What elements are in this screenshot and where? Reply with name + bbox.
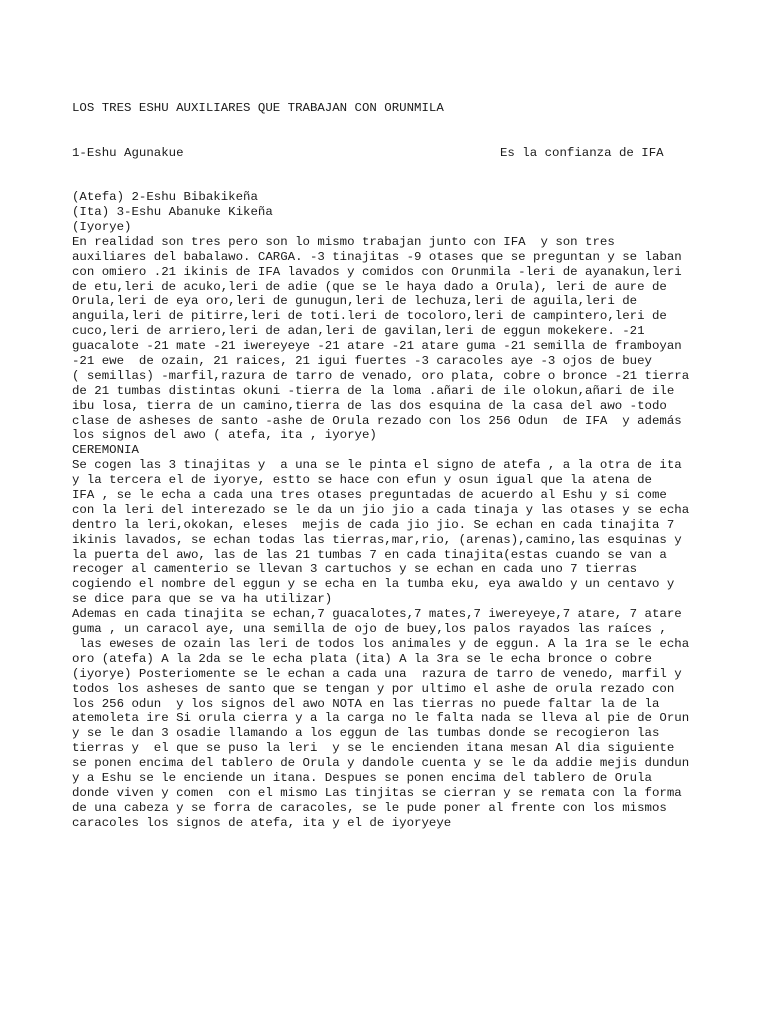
document-line: ikinis lavados, se echan todas las tierras,mar,rio, (arenas),camino,las esquinas y (72, 532, 682, 547)
document-line: recoger al camenterio se llevan 3 cartuchos y se echan en cada uno 7 tierras (72, 562, 638, 577)
document-line: donde viven y comen con el mismo Las tinjitas se cierran y se remata con la forma (72, 785, 682, 800)
document-line: -21 ewe de ozain, 21 raices, 21 igui fuertes -3 caracoles aye -3 ojos de buey (72, 354, 652, 369)
document-line: de etu,leri de acuko,leri de adie (que se le haya dado a Orula), leri de aure de (72, 279, 667, 294)
document-line: se dice para que se va ha utilizar) (72, 592, 333, 607)
document-line: se ponen encima del tablero de Orula y dandole cuenta y se le da addie mejis dundun (72, 756, 690, 771)
document-line: y la tercera el de iyorye, estto se hace con efun y osun igual que la atena de (72, 473, 652, 488)
document-line: auxiliares del babalawo. CARGA. -3 tinajitas -9 otases que se preguntan y se laban (72, 249, 682, 264)
body-text (72, 190, 702, 830)
document-line: de 21 tumbas distintas okuni -tierra de la loma .añari de ile olokun,añari de ile (72, 383, 675, 398)
document-line: Ademas en cada tinajita se echan,7 guacalotes,7 mates,7 iwereyeye,7 atare, 7 atare (72, 607, 682, 622)
document-line: de una cabeza y se forra de caracoles, se le pude poner al frente con los mismos (72, 800, 667, 815)
document-title: LOS TRES ESHU AUXILIARES QUE TRABAJAN CON ORUNMILA (72, 100, 444, 115)
document-line: IFA , se le echa a cada una tres otases preguntadas de acuerdo al Eshu y si come (72, 488, 667, 503)
document-line: los signos del awo ( atefa, ita , iyorye) (72, 428, 377, 443)
document-line: clase de asheses de santo -ashe de Orula rezado con los 256 Odun de IFA y además (72, 413, 682, 428)
document-line: ( semillas) -marfil,razura de tarro de venado, oro plata, cobre o bronce -21 tierra (72, 368, 690, 383)
document-line: ibu losa, tierra de un camino,tierra de las dos esquina de la casa del awo -todo (72, 398, 667, 413)
document-line: cogiendo el nombre del eggun y se echa en la tumba eku, eya awaldo y un centavo y (72, 577, 675, 592)
document-line: con omiero .21 ikinis de IFA lavados y comidos con Orunmila -leri de ayanakun,leri (72, 264, 682, 279)
document-line: guma , un caracol aye, una semilla de ojo de buey,los palos rayados las raíces , (72, 622, 667, 637)
document-line: cuco,leri de arriero,leri de adan,leri de gavilan,leri de eggun mokekere. -21 (72, 324, 645, 339)
document-line: oro (atefa) A la 2da se le echa plata (ita) A la 3ra se le echa bronce o cobre (72, 651, 652, 666)
document-line: y a Eshu se le enciende un itana. Despues se ponen encima del tablero de Orula (72, 770, 652, 785)
document-line: con la leri del interezado se le da un jio jio a cada tinaja y las otases y se echa (72, 502, 690, 517)
document-line: En realidad son tres pero son lo mismo trabajan junto con IFA y son tres (72, 234, 615, 249)
document-line: atemoleta ire Si orula cierra y a la carga no le falta nada se lleva al pie de Orun (72, 711, 690, 726)
document-line: (Ita) 3-Eshu Abanuke Kikeña (72, 205, 273, 220)
document-line: dentro la leri,okokan, eleses mejis de cada jio jio. Se echan en cada tinajita 7 (72, 517, 675, 532)
document-line: (iyorye) Posteriomente se le echan a cada una razura de tarro de venedo, marfil y (72, 666, 682, 681)
document-line: caracoles los signos de atefa, ita y el de iyoryeye (72, 815, 452, 830)
document-line: la puerta del awo, las de las 21 tumbas 7 en cada tinajita(estas cuando se van a (72, 547, 667, 562)
document-line: anguila,leri de pitirre,leri de toti.leri de tocoloro,leri de campintero,leri de (72, 309, 667, 324)
document-line: guacalote -21 mate -21 iwereyeye -21 atare -21 atare guma -21 semilla de framboyan (72, 339, 682, 354)
document-line: las eweses de ozain las leri de todos los animales y de eggun. A la 1ra se le echa (72, 636, 690, 651)
document-line: todos los asheses de santo que se tengan y por ultimo el ashe de orula rezado con (72, 681, 675, 696)
document-line: Se cogen las 3 tinajitas y a una se le pinta el signo de atefa , a la otra de ita (72, 458, 682, 473)
document-line: (Atefa) 2-Eshu Bibakikeña (72, 190, 258, 205)
document-line: CEREMONIA (72, 443, 139, 458)
document-line: y se le dan 3 osadie llamando a los eggun de las tumbas donde se recogieron las (72, 726, 660, 741)
eshu-heading-row (72, 146, 702, 161)
document-line: (Iyorye) (72, 220, 132, 234)
document-body (72, 71, 702, 860)
document-line: Orula,leri de eya oro,leri de gunugun,leri de lechuza,leri de aguila,leri de (72, 294, 638, 309)
document-line: tierras y el que se puso la leri y se le encienden itana mesan Al dia siguiente (72, 741, 675, 756)
document-line: los 256 odun y los signos del awo NOTA en las tierras no puede faltar la de la (72, 696, 660, 711)
side-note: Es la confianza de IFA (500, 145, 664, 160)
eshu-1-label: 1-Eshu Agunakue (72, 145, 184, 160)
